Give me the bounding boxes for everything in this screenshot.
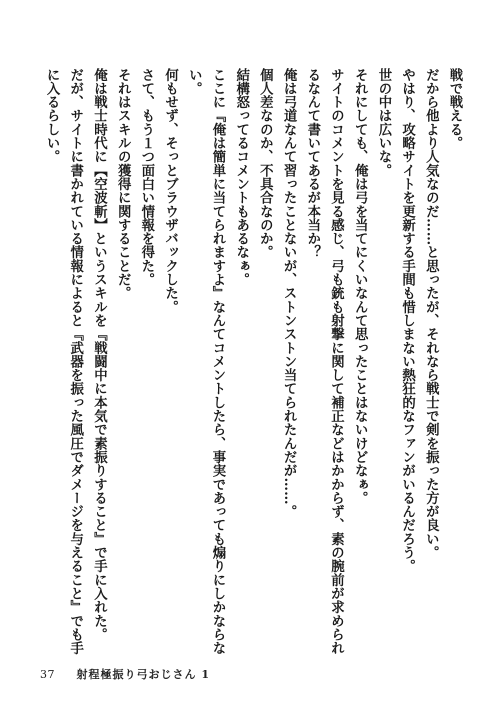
text-line-16: 俺は戦士時代に【空波斬】というスキルを『戦闘中に本気で素振りすること』で手に入れた。 <box>91 68 108 642</box>
text-line-6: サイトのコメントを見る感じ、弓も銃も射撃に関して補正などはかからず、素の腕前が求められ <box>328 68 345 655</box>
vertical-text-body <box>39 68 466 653</box>
text-line-7: るなんて書いてあるが本当か？ <box>304 68 321 260</box>
text-line-3: やはり、攻略サイトを更新する手間も惜しまない熱狂的なファンがいるんだろう。 <box>399 68 416 574</box>
page-number: 37 <box>40 668 55 681</box>
text-line-4: 世の中は広いな。 <box>375 68 392 178</box>
text-line-11: ここに『俺は簡単に当てられますよ』なんてコメントしたら、事実であっても煽りにしかならな <box>209 68 226 655</box>
text-line-2: だから他より人気なのだ……と思ったが、それなら戦士で剣を振った方が良い。 <box>423 68 440 560</box>
text-line-12: い。 <box>186 68 203 96</box>
text-line-13: 何もせず、そっとブラウザバックした。 <box>162 68 179 314</box>
text-line-10: 結構怒ってるコメントもあるなぁ。 <box>233 68 250 287</box>
page-footer <box>40 666 210 682</box>
text-line-5: それにしても、俺は弓を当てにくいなんて思ったことはないけどなぁ。 <box>352 68 369 505</box>
text-line-9: 個人差なのか、不具合なのか。 <box>257 68 274 260</box>
text-line-18: に入るらしい。 <box>44 68 61 164</box>
text-line-1: 戦で戦える。 <box>447 68 463 150</box>
text-line-8: 俺は弓道なんて習ったことないが、ストンストン当てられたんだが……。 <box>281 68 298 519</box>
text-line-15: それはスキルの獲得に関することだ。 <box>115 68 132 301</box>
text-line-14: さて、もう１つ面白い情報を得た。 <box>138 68 155 287</box>
text-line-17: だが、サイトに書かれている情報によると『武器を振った風圧でダメージを与えること』でも手 <box>67 68 84 655</box>
running-title: 射程極振り弓おじさん 1 <box>76 668 210 681</box>
